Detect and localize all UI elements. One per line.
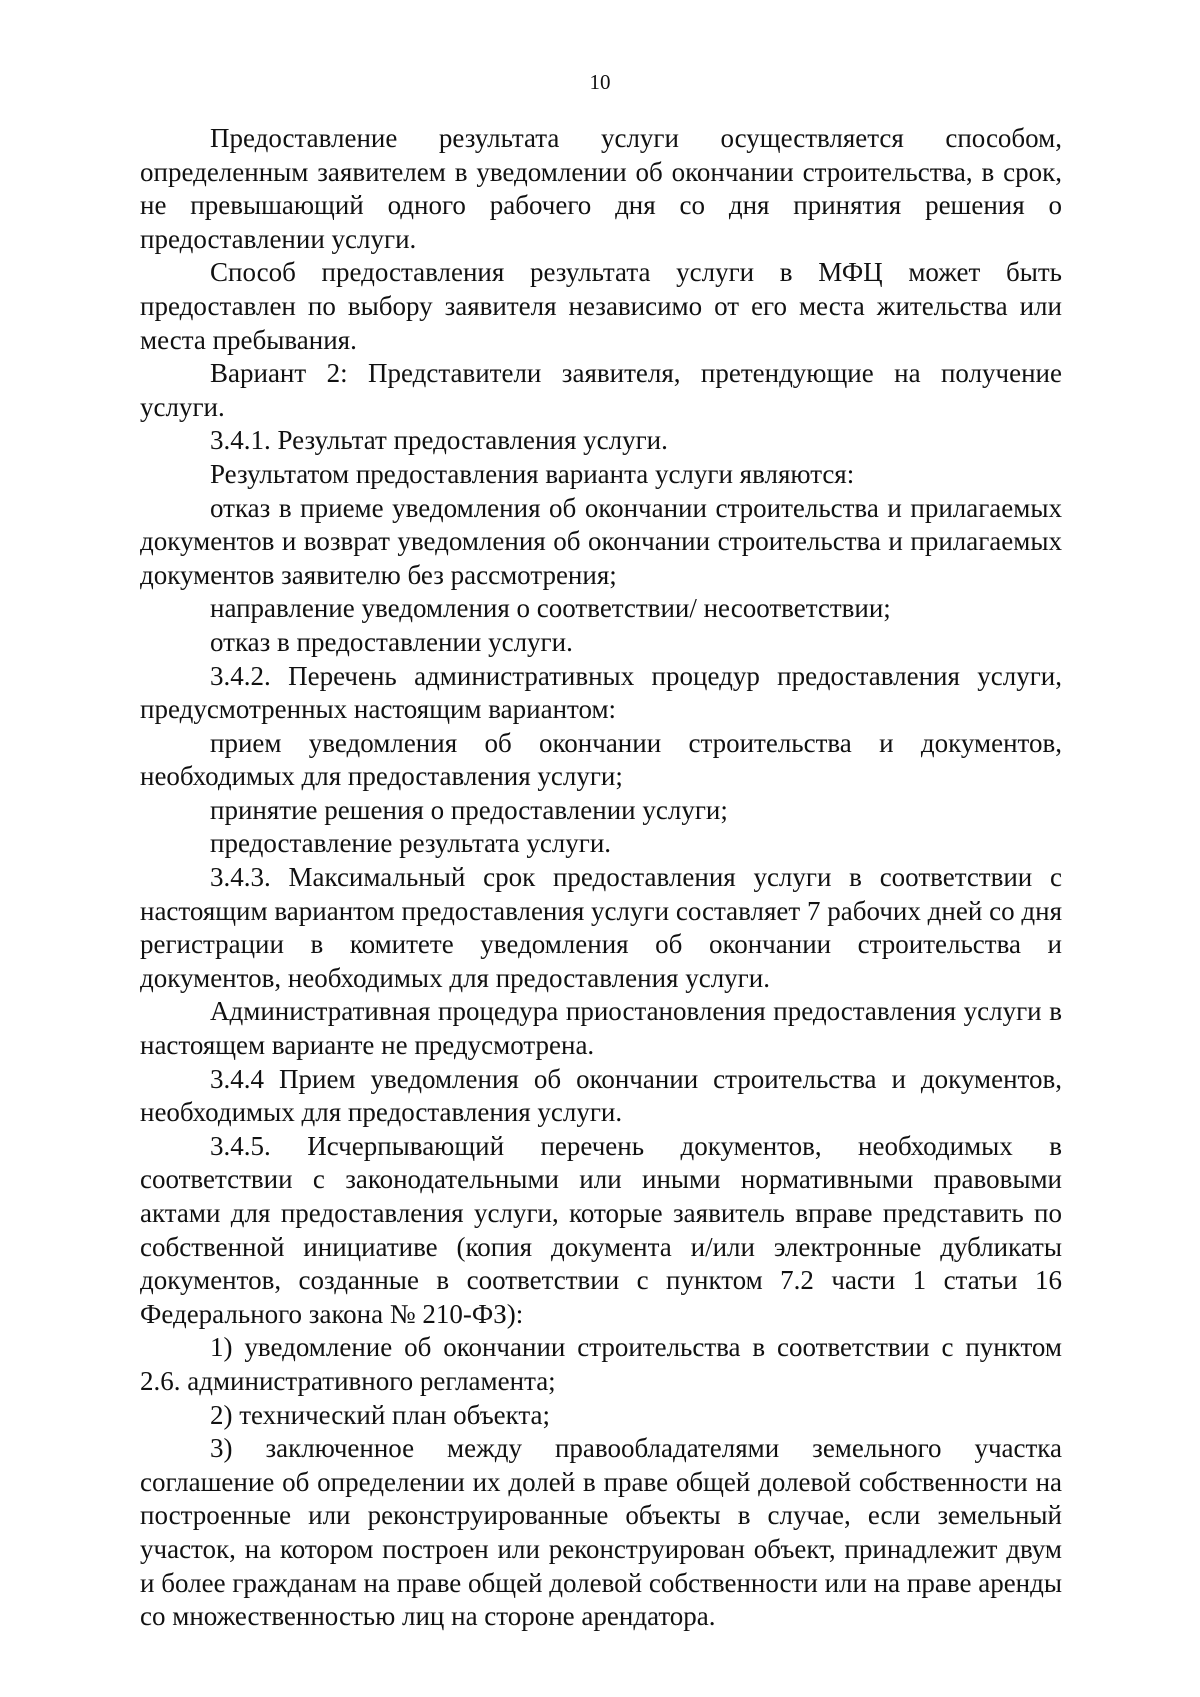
paragraph-variant-2: Вариант 2: Представители заявителя, претендующие на получение услуги. (140, 358, 1062, 422)
list-item: 2) технический план объекта; (210, 1399, 551, 1430)
page-number: 10 (589, 70, 611, 94)
section-3-4-1: 3.4.1. Результат предоставления услуги. (210, 425, 668, 456)
list-item: направление уведомления о соответствии/ несоответствии; (210, 593, 891, 624)
list-item: 1) уведомление об окончании строительства в соответствии с пунктом 2.6. административного регламента; (140, 1332, 1062, 1396)
section-3-4-3: 3.4.3. Максимальный срок предоставления услуги в соответствии с настоящим вариантом предоставления услуги составляет 7 рабочих дней со дня регистрации в комитете уведомления об окончании строительства и документов, необходимых для предоставления услуги. (140, 862, 1062, 993)
list-item: принятие решения о предоставлении услуги; (210, 794, 728, 825)
paragraph-results-intro: Результатом предоставления варианта услуги являются: (210, 458, 855, 489)
list-item: отказ в предоставлении услуги. (210, 626, 573, 657)
list-item: отказ в приеме уведомления об окончании строительства и прилагаемых документов и возврат уведомления об окончании строительства и прилагаемых документов заявителю без рассмотрения; (140, 492, 1062, 590)
paragraph-suspension: Административная процедура приостановления предоставления услуги в настоящем варианте не предусмотрена. (140, 996, 1062, 1061)
document-body (140, 122, 1062, 1634)
list-item: 3) заключенное между правообладателями земельного участка соглашение об определении их долей в праве общей долевой собственности на построенные или реконструированные объекты в случае, если земельный участок, на котором построен или реконструирован объект, принадлежит двум и более гражданам на праве общей долевой собственности или на праве аренды со множественностью лиц на стороне арендатора. (140, 1433, 1062, 1632)
list-item: прием уведомления об окончании строительства и документов, необходимых для предоставления услуги; (140, 727, 1062, 792)
section-3-4-5: 3.4.5. Исчерпывающий перечень документов, необходимых в соответствии с законодательными или иными нормативными правовыми актами для предоставления услуги, которые заявитель вправе представить по собственной инициативе (копия документа и/или электронные дубликаты документов, созданные в соответствии с пунктом 7.2 части 1 статьи 16 Федерального закона № 210-ФЗ): (140, 1130, 1062, 1329)
section-3-4-4: 3.4.4 Прием уведомления об окончании строительства и документов, необходимых для предоставления услуги. (140, 1063, 1062, 1128)
section-3-4-2: 3.4.2. Перечень административных процедур предоставления услуги, предусмотренных настоящим вариантом: (140, 660, 1062, 725)
paragraph-mfc-delivery: Способ предоставления результата услуги в МФЦ может быть предоставлен по выбору заявителя независимо от его места жительства или места пребывания. (140, 257, 1062, 355)
paragraph-result-delivery: Предоставление результата услуги осуществляется способом, определенным заявителем в уведомлении об окончании строительства, в срок, не превышающий одного рабочего дня со дня принятия решения о предоставлении услуги. (140, 123, 1062, 254)
list-item: предоставление результата услуги. (210, 828, 612, 859)
